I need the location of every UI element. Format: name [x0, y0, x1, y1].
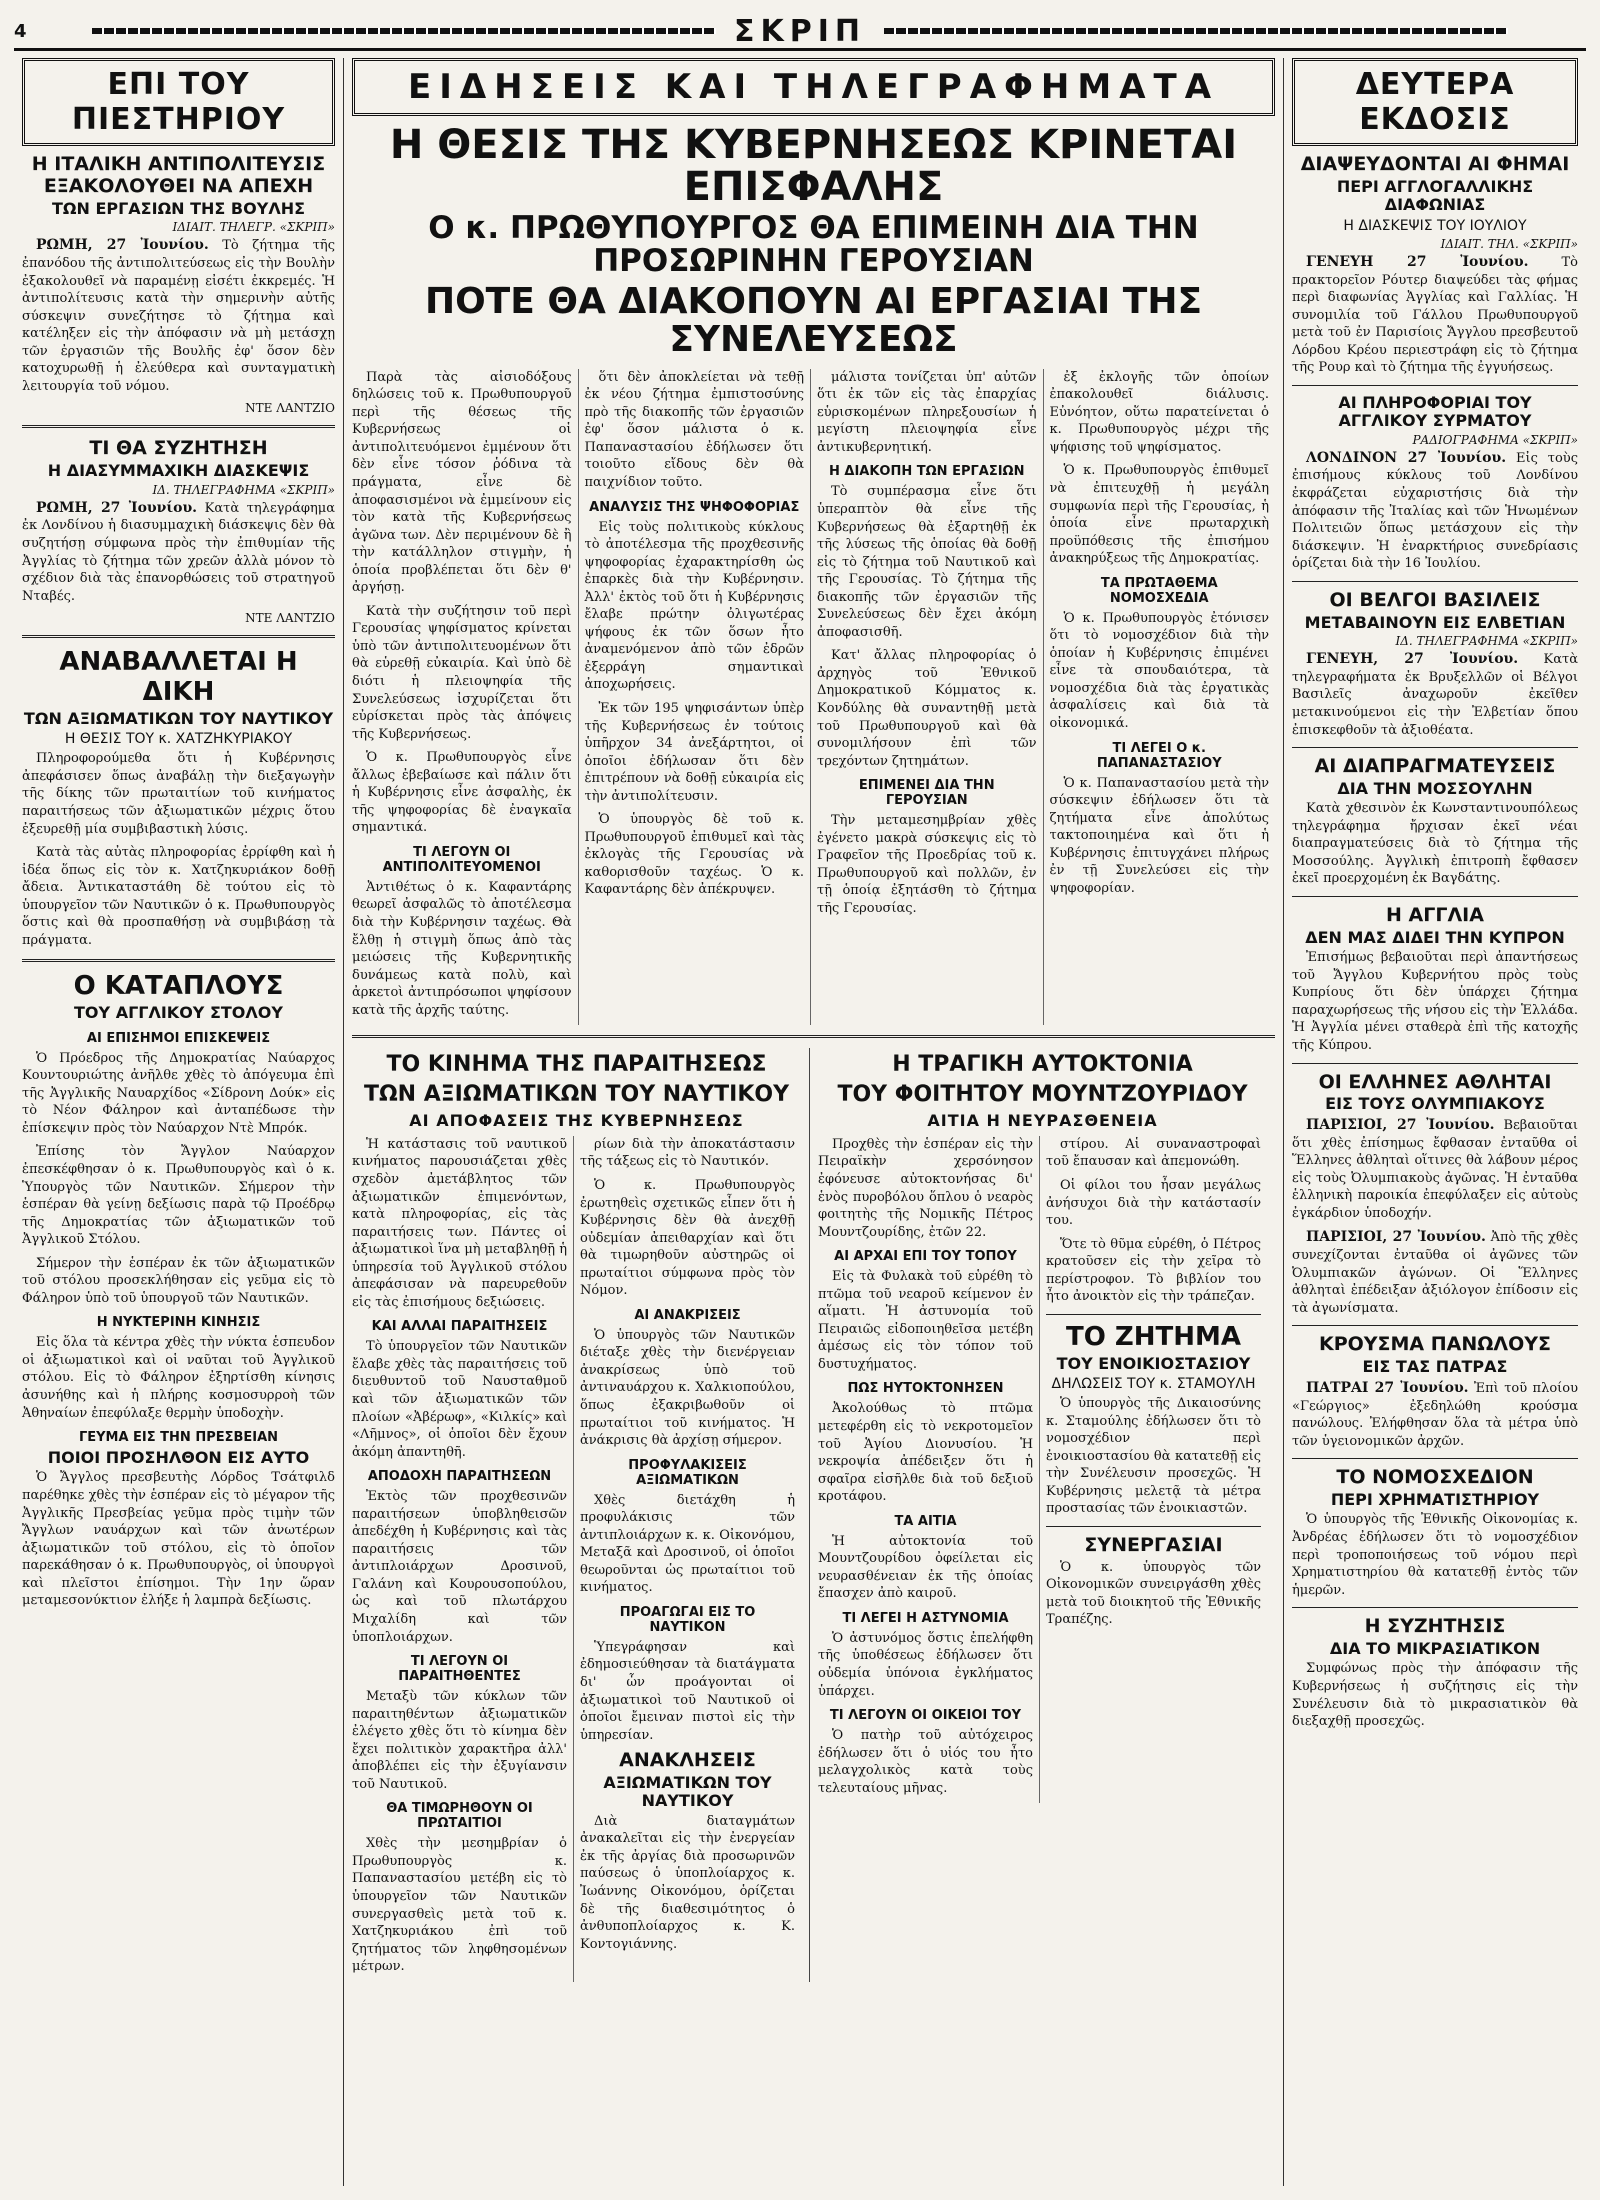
masthead: [14, 14, 1586, 51]
subheadline: ΠΟΙΟΙ ΠΡΟΣΗΛΘΟΝ ΕΙΣ ΑΥΤΟ: [47, 1448, 310, 1468]
article-text: [1292, 1116, 1578, 1223]
divider: [1292, 581, 1578, 582]
article-text: Ἀντιθέτως ὁ κ. Καφαντάρης θεωρεῖ ἀσφαλῶς τὸ ἀποτέλεσμα διὰ τὴν Κυβέρνησιν ταχέως. Θὰ ἔλθῃ ἡ στιγμὴ ὅπως ἀπὸ τὰς μειώσεις τῆς Κυβερνητικῆς δυνάμεως κατὰ πολὺ, καὶ ἀρκετοὶ ἀντιπρόσωποι ψηφίσουν κατὰ τῆς ἀρχῆς ταύτης.: [352, 879, 572, 1018]
article-text: Ἡ αὐτοκτονία τοῦ Μουντζουρίδου ὀφείλεται εἰς νευρασθένειαν ἐκ τῆς ὁποίας ἔπασχεν ἀπὸ καιροῦ.: [818, 1533, 1033, 1602]
article-text: [1292, 253, 1578, 377]
dateline: ΓΕΝΕΥΗ, 27 Ἰουνίου.: [1306, 650, 1519, 667]
credit: ΙΔΙΑΙΤ. ΤΗΛ. «ΣΚΡΙΠ»: [1440, 236, 1578, 251]
subheadline: ΤΟΥ ΑΓΓΛΙΚΟΥ ΣΤΟΛΟΥ: [74, 1003, 283, 1023]
divider: [1046, 1526, 1261, 1527]
lead-col-2: [579, 369, 812, 1026]
dateline: ΠΑΤΡΑΙ 27 Ἰουνίου.: [1306, 1379, 1469, 1396]
suicide-columns: [818, 1136, 1267, 1803]
section-heading: ΤΙ ΛΕΓΟΥΝ ΟΙ ΟΙΚΕΙΟΙ ΤΟΥ: [829, 1708, 1022, 1724]
dateline: ΓΕΝΕΥΗ 27 Ἰουνίου.: [1306, 253, 1529, 270]
columns: [14, 58, 1586, 2186]
article-text: Ἡ κατάστασις τοῦ ναυτικοῦ κινήματος παρουσιάζεται χθὲς σχεδὸν ἀμετάβλητος τῶν ἀξιωματικῶν ἐπιμενόντων, κατὰ πληροφορίας, εἰς τὰς παραιτήσεις των. Πάντες οἱ ἀξιωματικοὶ ἵνα μὴ μεταβληθῇ ἡ ὑπηρεσία τοῦ Ἀγγλικοῦ στόλου ἀπεφάσισαν νὰ παρευρεθοῦν εἰς τὰς ἐπισήμους δεξιώσεις.: [352, 1136, 567, 1310]
divider: [22, 959, 335, 962]
article-text: Ὁ Πρόεδρος τῆς Δημοκρατίας Ναύαρχος Κουντουριώτης ἀνῆλθε χθὲς τὸ ἀπόγευμα ἐπὶ τῆς Ἀγγλικῆς Ναυαρχίδος «Σίδρονη Δούκ» εἰς τὸ Νέον Φάληρον καὶ ἀνταπέδωσε τὴν ἐπίσκεψιν πρὸς τὸν Ναύαρχον Ντὲ Μπρόκ.: [22, 1050, 335, 1136]
right-column: [1284, 58, 1586, 2186]
article-text: Ὁ ὑπουργὸς δὲ τοῦ κ. Πρωθυπουργοῦ ἐπιθυμεῖ καὶ τὰς ἐκλογὰς τῆς Γερουσίας νὰ καθορισθοῦν ταχέως. Ὁ κ. Καφαντάρης δὲν ἀπέκρυψεν.: [584, 812, 804, 898]
divider: [1292, 747, 1578, 748]
article-naval-resignation: [352, 1048, 810, 1981]
article-text: στίρου. Αἱ συναναστροφαὶ τοῦ ἔπαυσαν καὶ ἀπεμονώθη.: [1046, 1136, 1261, 1170]
lead-headline: Η ΘΕΣΙΣ ΤΗΣ ΚΥΒΕΡΝΗΣΕΩΣ ΚΡΙΝΕΤΑΙ ΕΠΙΣΦΑΛΗΣ: [389, 122, 1238, 210]
lead-subheadline-2: ΠΟΤΕ ΘΑ ΔΙΑΚΟΠΟΥΝ ΑΙ ΕΡΓΑΣΙΑΙ ΤΗΣ ΣΥΝΕΛΕΥΣΕΩΣ: [424, 281, 1203, 360]
article-text: Ἐπίσης τὸν Ἄγγλον Ναύαρχον ἐπεσκέφθησαν ὁ κ. Πρωθυπουργὸς καὶ ὁ κ. Ὑπουργὸς τῶν Ναυτικῶν. Σήμερον τὴν ἑσπέραν θὰ γείνῃ δεξίωσις παρὰ τῷ Προέδρῳ τῆς Δημοκρατίας τῶν ἀξιωματικῶν τοῦ Ἀγγλικοῦ Στόλου.: [22, 1144, 335, 1248]
lead-col-1: [352, 369, 579, 1026]
article-text: [22, 499, 335, 606]
body: Τὸ πρακτορεῖον Ρόυτερ διαψεύδει τὰς φήμας περὶ διαφωνίας Ἀγγλίας καὶ Γαλλίας. Ἡ συνομιλία τοῦ Γάλλου Πρωθυπουργοῦ μετὰ τοῦ ἐν Παρισίοις Ἄγγλου πρεσβευτοῦ Λόρδου Κρέου περιεστράφη εἰς τὸ ζήτημα τῆς Ρουρ καὶ τὸ ζήτημα τῆς ἐγγυήσεως.: [1292, 254, 1578, 376]
headline: ΤΟ ΚΙΝΗΜΑ ΤΗΣ ΠΑΡΑΙΤΗΣΕΩΣ: [386, 1052, 767, 1078]
section-heading: ΑΠΟΔΟΧΗ ΠΑΡΑΙΤΗΣΕΩΝ: [367, 1469, 552, 1485]
headline: ΑΝΑΒΑΛΛΕΤΑΙ Η ΔΙΚΗ: [59, 647, 298, 708]
article-text: Ὁ ὑπουργὸς τῆς Δικαιοσύνης κ. Σταμούλης ἐδήλωσεν ὅτι τὸ νομοσχέδιον περὶ ἐνοικιοστασίου θὰ κατατεθῇ εἰς τὴν Συνέλευσιν προσεχῶς. Ἡ Κυβέρνησις μελετᾷ τὰ μέτρα προστασίας τῶν ἐνοικιαστῶν.: [1046, 1396, 1261, 1517]
subheadline: ΕΙΣ ΤΟΥΣ ΟΛΥΜΠΙΑΚΟΥΣ: [1325, 1094, 1545, 1114]
article-text: [1292, 1379, 1578, 1451]
article-text: Ἐκ τῶν 195 ψηφισάντων ὑπὲρ τῆς Κυβερνήσεως ἐν τούτοις ὑπῆρχον 34 ἀνεξάρτητοι, οἱ ὁποῖοι ἐδήλωσαν ὅτι δὲν ἐπιτρέπουν νὰ δοθῇ εὐκαιρία εἰς τὴν ἀντιπολίτευσιν.: [584, 700, 804, 804]
subheadline: ΔΕΝ ΜΑΣ ΔΙΔΕΙ ΤΗΝ ΚΥΠΡΟΝ: [1305, 927, 1565, 947]
lead-subheadline: Ο κ. ΠΡΩΘΥΠΟΥΡΓΟΣ ΘΑ ΕΠΙΜΕΙΝΗ ΔΙΑ ΤΗΝ ΠΡΟΣΩΡΙΝΗΝ ΓΕΡΟΥΣΙΑΝ: [428, 210, 1199, 279]
article-text: Κατὰ χθεσινὸν ἐκ Κωνσταντινουπόλεως τηλεγράφημα ἤρχισαν ἐκεῖ νέαι διαπραγματεύσεις διὰ τὸ ζήτημα τῆς Μοσσούλης. Ἀγγλικὴ ἐπιτροπὴ ἔφθασεν ἐκεῖ προερχομένη ἐκ Βαγδάτης.: [1292, 801, 1578, 887]
headline: ΑΙ ΠΛΗΡΟΦΟΡΙΑΙ ΤΟΥ ΑΓΓΛΙΚΟΥ ΣΥΡΜΑΤΟΥ: [1338, 392, 1532, 431]
subheadline: Η ΔΙΑΣΥΜΜΑΧΙΚΗ ΔΙΑΣΚΕΨΙΣ: [47, 461, 310, 481]
section-heading: ΤΙ ΛΕΓΕΙ Η ΑΣΤΥΝΟΜΙΑ: [842, 1610, 1009, 1626]
headline: Η ΣΥΖΗΤΗΣΙΣ: [1364, 1615, 1506, 1638]
article-naval-trial: [22, 648, 335, 949]
subheadline-2: Η ΘΕΣΙΣ ΤΟΥ κ. ΧΑΤΖΗΚΥΡΙΑΚΟΥ: [64, 731, 293, 748]
body: Κατὰ τηλεγράφημα ἐκ Λονδίνου ἡ διασυμμαχικὴ διάσκεψις δὲν θὰ συζητήσῃ σύμφωνα πρὸς τὴν ἐπιθυμίαν τῆς Ἀγγλίας τὸ ζήτημα τῶν χρεῶν ἀλλὰ μόνον τὸ σχέδιον διὰ τὰς ἐπανορθώσεις τοῦ στρατηγοῦ Νταβές.: [22, 500, 335, 604]
article-text: Εἰς τοὺς πολιτικοὺς κύκλους τὸ ἀποτέλεσμα τῆς προχθεσινῆς ψηφοφορίας ἐχαρακτηρίσθη ὡς ἐπαρκὲς διὰ τὴν Κυβέρνησιν. Ἀλλ' ἐκτὸς τοῦ ὅτι ἡ Κυβέρνησις ἔλαβε πρώτην ὀλιγωτέρας ψήφους ἐκ τῶν ὅσων ἦτο ἀναμενόμενον ἀπὸ τῶν ἐδρῶν ἐξερράγη σημαντικαὶ ἀποχωρήσεις.: [584, 519, 804, 693]
headline: ΟΙ ΕΛΛΗΝΕΣ ΑΘΛΗΤΑΙ: [1318, 1070, 1552, 1093]
signature: ΝΤΕ ΛΑΝΤΖΙΟ: [245, 611, 335, 626]
headline: ΔΙΑΨΕΥΔΟΝΤΑΙ ΑΙ ΦΗΜΑΙ: [1300, 153, 1570, 175]
subheadline: ΑΙ ΑΠΟΦΑΣΕΙΣ ΤΗΣ ΚΥΒΕΡΝΗΣΕΩΣ: [409, 1110, 744, 1130]
naval-columns: [352, 1136, 801, 1982]
article-plague: [1292, 1334, 1578, 1450]
headline-4: ΣΥΝΕΡΓΑΣΙΑΙ: [1084, 1533, 1223, 1556]
article-wire: [1292, 394, 1578, 573]
lead-col-3: [811, 369, 1044, 1026]
masthead-rule-right: [884, 28, 1508, 34]
section-heading: ΚΑΙ ΑΛΛΑΙ ΠΑΡΑΙΤΗΣΕΙΣ: [371, 1319, 548, 1335]
article-text: Προχθὲς τὴν ἑσπέραν εἰς τὴν Πειραϊκὴν χερσόνησον ἐφόνευσε αὐτοκτονήσας δι' ἑνὸς πυροβόλου ὅπλου ὁ νεαρὸς φοιτητὴς τῆς Νομικῆς Πέτρος Μουντζουρίδης, ἐτῶν 22.: [818, 1136, 1033, 1240]
signature: ΝΤΕ ΛΑΝΤΖΙΟ: [245, 401, 335, 416]
subheadline: ΤΩΝ ΑΞΙΩΜΑΤΙΚΩΝ ΤΟΥ ΝΑΥΤΙΚΟΥ: [23, 708, 334, 728]
article-text: Ὁ Ἄγγλος πρεσβευτὴς Λόρδος Τσάτφιλδ παρέθηκε χθὲς τὴν ἑσπέραν εἰς τὸ μέγαρον τῆς Ἀγγλικῆς Πρεσβείας γεῦμα πρὸς τιμὴν τῶν Ἄγγλων ναυάρχων καὶ τῶν ἀνωτέρων ἀξιωματικῶν τοῦ στόλου, εἰς τὸ ὁποῖον παρεκάθησαν ὁ κ. Πρωθυπουργὸς, οἱ ὑπουργοὶ καὶ πλεῖστοι ἐπίσημοι. Τὴν 1ην ὥραν μεταμεσονύκτιον ἐλήξε ἡ λαμπρὰ δεξίωσις.: [22, 1470, 335, 1609]
section-heading: Η ΔΙΑΚΟΠΗ ΤΩΝ ΕΡΓΑΣΙΩΝ: [828, 464, 1025, 480]
section-heading: ΓΕΥΜΑ ΕΙΣ ΤΗΝ ΠΡΕΣΒΕΙΑΝ: [78, 1430, 279, 1446]
article-belgian-kings: [1292, 590, 1578, 739]
dateline: ΛΟΝΔΙΝΟΝ 27 Ἰουνίου.: [1306, 449, 1507, 466]
divider: [22, 425, 335, 428]
divider: [1292, 1607, 1578, 1608]
section-heading: ΤΑ ΠΡΩΤΑΘΕΜΑ ΝΟΜΟΣΧΕΔΙΑ: [1100, 575, 1218, 606]
dateline: ΡΩΜΗ, 27 Ἰουνίου.: [36, 499, 198, 516]
article-text: Χθὲς διετάχθη ἡ προφυλάκισις τῶν ἀντιπλοιάρχων κ. κ. Οἰκονόμου, Μεταξᾶ καὶ Δροσινοῦ, οἱ ὁποῖοι θεωροῦνται ὡς πρωταίτιοι τοῦ κινήματος.: [580, 1492, 795, 1596]
divider: [1292, 1458, 1578, 1459]
article-conference: [22, 438, 335, 625]
article-text: ρίων διὰ τὴν ἀποκατάστασιν τῆς τάξεως εἰς τὸ Ναυτικόν.: [580, 1136, 795, 1170]
section-heading: ΤΙ ΛΕΓΟΥΝ ΟΙ ΠΑΡΑΙΤΗΘΕΝΤΕΣ: [398, 1654, 521, 1685]
article-text: [1292, 449, 1578, 573]
masthead-rule-left: [92, 28, 716, 34]
article-text: Ὁ ὑπουργὸς τῆς Ἐθνικῆς Οἰκονομίας κ. Ἀνδρέας ἐδήλωσεν ὅτι τὸ νομοσχέδιον περὶ τροποποιήσεως τοῦ νόμου περὶ Χρηματιστηρίου θὰ κατατεθῇ ἐντὸς τῶν ἡμερῶν.: [1292, 1512, 1578, 1598]
article-stock-exchange: [1292, 1467, 1578, 1599]
article-text: Ἐπισήμως βεβαιοῦται περὶ ἀπαντήσεως τοῦ Ἄγγλου Κυβερνήτου πρὸς τοὺς Κυπρίους ὅτι δὲν ὑπάρχει ζήτημα παραχωρήσεως τῆς νήσου εἰς τὴν Ἑλλάδα. Ἡ Ἀγγλία μένει σταθερὰ ἐπὶ τῆς κατοχῆς τῆς Κύπρου.: [1292, 950, 1578, 1053]
article-cyprus: [1292, 905, 1578, 1055]
headline-3: ΑΝΑΚΛΗΣΕΙΣ: [619, 1749, 756, 1772]
headline-3: ΤΟ ΖΗΤΗΜΑ: [1066, 1321, 1241, 1352]
article-text: Εἰς ὅλα τὰ κέντρα χθὲς τὴν νύκτα ἑσπευδον οἱ ἀξιωματικοὶ καὶ οἱ ναῦται τοῦ Ἀγγλικοῦ στόλου. Εἰς τὸ Φάληρον ἐξηρτίσθη κίνησις ἀσυνήθης καὶ ἡ πλήρης κοσμοσυρροὴ τῶν Ἀθηναίων ἐπεφύλαξε θερμὴν ὑποδοχὴν.: [22, 1335, 335, 1421]
subheadline-4: ΔΗΛΩΣΕΙΣ ΤΟΥ κ. ΣΤΑΜΟΥΛΗ: [1051, 1376, 1256, 1393]
subheadline-3: ΤΟΥ ΕΝΟΙΚΙΟΣΤΑΣΙΟΥ: [1056, 1353, 1251, 1373]
section-heading: ΕΠΙΜΕΝΕΙ ΔΙΑ ΤΗΝ ΓΕΡΟΥΣΙΑΝ: [858, 778, 995, 809]
article-denial: [1292, 154, 1578, 377]
article-text: Τὴν μεταμεσημβρίαν χθὲς ἐγένετο μακρὰ σύσκεψις εἰς τὸ Γραφεῖον τῆς Προεδρίας τοῦ κ. Πρωθυπουργοῦ καὶ πολλῶν, ἐν τῇ ὁποίᾳ ἐξητάσθη τὸ ζήτημα τῆς Γερουσίας.: [817, 813, 1037, 916]
article-text: Ὁ ὑπουργὸς τῶν Ναυτικῶν διέταξε χθὲς τὴν διενέργειαν ἀνακρίσεως ὑπὸ τοῦ ἀντιναυάρχου κ. Χαλκιοπούλου, ὅπως ἐξακριβωθοῦν οἱ πρωταίτιοι τοῦ κινήματος. Ἡ ἀνάκρισις θὰ ἀρχίσῃ σήμερον.: [580, 1327, 795, 1449]
body: Εἰς τοὺς ἐπισήμους κύκλους τοῦ Λονδίνου ἐκφράζεται εὐχαριστήσις διὰ τὴν ἀπόφασιν τῆς Ἰταλίας καὶ τῶν Ἡνωμένων Πολιτειῶν ὅπως μετάσχουν εἰς τὴν διάσκεψιν. Ἡ ἐναρκτήριος συνεδρίασις ὁρίζεται διὰ τὴν 16 Ἰουλίου.: [1292, 450, 1578, 572]
headline: Η ΑΓΓΛΙΑ: [1386, 904, 1484, 927]
article-text: Διὰ διαταγμάτων ἀνακαλεῖται εἰς τὴν ἐνεργείαν ἐκ τῆς ἀργίας διὰ προσωρινῶν παύσεως ὁ ὑποπλοίαρχος κ. Ἰωάννης Οἰκονόμου, ὁρίζεται δὲ τῆς διαθεσιμότητος ὁ ἀνθυποπλοίαρχος κ. Κ. Κοντογιάννης.: [580, 1813, 795, 1952]
divider: [1292, 385, 1578, 386]
article-asia-minor: [1292, 1616, 1578, 1730]
article-text: Τὸ ὑπουργεῖον τῶν Ναυτικῶν ἔλαβε χθὲς τὰς παραιτήσεις τοῦ διευθυντοῦ τοῦ Ναυσταθμοῦ καὶ τῶν ἀξιωματικῶν τῶν πλοίων «Ἀβέρωφ», «Κιλκίς» καὶ «Λῆμνος», οἱ ὁποῖοι δὲν ἔχουν ἀκόμη ἀπαντηθῆ.: [352, 1339, 567, 1460]
section-heading: ΤΙ ΛΕΓΟΥΝ ΟΙ ΑΝΤΙΠΟΛΙΤΕΥΟΜΕΝΟΙ: [382, 844, 541, 875]
article-text: Τὸ συμπέρασμα εἶνε ὅτι ὑπεραπτὸν θὰ εἶνε τῆς Κυβερνήσεως θὰ ἐξαρτηθῇ ἐκ τῆς λύσεως τῆς ὁποίας θὰ δοθῇ εἰς τὸ ζήτημα τοῦ Ναυτικοῦ καὶ τῆς Γερουσίας. Τὸ ζήτημα τῆς διακοπῆς τῶν ἐργασιῶν τῆς Συνελεύσεως δὲν ἔχει ἀκόμη ἀποφασισθῆ.: [817, 484, 1037, 640]
suicide-col-1: [818, 1136, 1040, 1803]
left-banner: ΕΠΙ ΤΟΥ ΠΙΕΣΤΗΡΙΟΥ: [22, 58, 335, 146]
credit: ΙΔ. ΤΗΛΕΓΡΑΦΗΜΑ «ΣΚΡΙΠ»: [1395, 633, 1578, 648]
article-text: Πληροφορούμεθα ὅτι ἡ Κυβέρνησις ἀπεφάσισεν ὅπως ἀναβάλῃ τὴν διεξαγωγὴν τῆς δίκης τῶν πρωταιτίων τοῦ κινήματος παραιτήσεως τῶν ἀξιωματικῶν μέχρις ὅτου ἐξευρεθῇ μία συμβιβαστικὴ λύσις.: [22, 751, 335, 837]
article-text: Ὁ κ. Πρωθυπουργὸς ἐρωτηθεὶς σχετικῶς εἶπεν ὅτι ἡ Κυβέρνησις δὲν θὰ ἀνεχθῇ οὐδεμίαν ἀπειθαρχίαν καὶ ὅτι θὰ τιμωρηθοῦν αὐστηρῶς οἱ πρωταίτιοι σύμφωνα πρὸς τὸν Νόμον.: [580, 1177, 795, 1299]
dateline: ΡΩΜΗ, 27 Ἰουνίου.: [36, 237, 209, 254]
subheadline: ΔΙΑ ΤΗΝ ΜΟΣΣΟΥΛΗΝ: [1337, 778, 1533, 798]
section-heading: ΑΝΑΛΥΣΙΣ ΤΗΣ ΨΗΦΟΦΟΡΙΑΣ: [589, 499, 800, 515]
subheadline-3: ΑΞΙΩΜΑΤΙΚΩΝ ΤΟΥ ΝΑΥΤΙΚΟΥ: [603, 1773, 772, 1811]
center-column: [344, 58, 1284, 2186]
article-text: Ἐκτὸς τῶν προχθεσινῶν παραιτήσεων ὑποβληθεισῶν ἀπεδέχθη ἡ Κυβέρνησις καὶ τὰς παραιτήσεις τῶν ἀντιπλοιάρχων Δροσινοῦ, Γαλάνη καὶ Κουρουσοπούλου, ὡς καὶ τοῦ πλωτάρχου Μιχαλίδη καὶ τῶν ὑποπλοιάρχων.: [352, 1489, 567, 1645]
article-text: Ὁ κ. Παπαναστασίου μετὰ τὴν σύσκεψιν ἐδήλωσεν ὅτι τὰ ζητήματα εἶνε ἀπολύτως τακτοποιημένα καὶ ὅτι ἡ Κυβέρνησις ἐπιτυγχάνει πλήρως ἐν τῇ Συνελεύσει εἰς τὴν ψηφοφορίαν.: [1049, 775, 1269, 896]
body: Ἐπὶ τοῦ πλοίου «Γεώργιος» ἐξεδηλώθη κρούσμα πανώλους. Ἐλήφθησαν ὅλα τὰ μέτρα ὑπὸ τῶν ὑγειονομικῶν ἀρχῶν.: [1292, 1380, 1578, 1449]
section-heading: ΤΑ ΑΙΤΙΑ: [894, 1513, 957, 1529]
subheadline: ΑΙΤΙΑ Η ΝΕΥΡΑΣΘΕΝΕΙΑ: [927, 1110, 1158, 1130]
article-text: Ἀκολούθως τὸ πτῶμα μετεφέρθη εἰς τὸ νεκροτομεῖον τοῦ Ἁγίου Διονυσίου. Ἡ νεκροψία ἀπέδειξεν ὅτι ἡ σφαῖρα εἰσῆλθε διὰ τοῦ δεξιοῦ κροτάφου.: [818, 1401, 1033, 1505]
section-heading: ΑΙ ΑΡΧΑΙ ΕΠΙ ΤΟΥ ΤΟΠΟΥ: [834, 1249, 1017, 1265]
article-text: Κατὰ τὴν συζήτησιν τοῦ περὶ Γερουσίας ψηφίσματος κρίνεται ὑπὸ τῶν ἀντιπολιτευομένων ὅτι θὰ εὑρεθῇ εὐκαιρία. Καὶ ὑπὸ δὲ διότι ἡ πλειοψηφία τῆς Συνελεύσεως ἰσχυρίζεται ὅτι εὐρίσκεται πρὸς τὰς ἀπόψεις τῆς Κυβερνήσεως.: [352, 603, 572, 742]
lead-col-4: [1044, 369, 1276, 1026]
article-text: Κατὰ τὰς αὐτὰς πληροφορίας ἐρρίφθη καὶ ἡ ἰδέα ὅπως εἰς τὸν κ. Χατζηκυριάκον δοθῇ ἄδεια. Ἀντικαταστάθη δὲ τούτου εἰς τὸ ὑπουργεῖον τῶν Ναυτικῶν ὁ κ. Πρωθυπουργὸς ὅστις καὶ θὰ προσπαθήσῃ νὰ συμβιβάσῃ τὰ πράγματα.: [22, 845, 335, 948]
page-number: 4: [14, 20, 27, 42]
article-text: Συμφώνως πρὸς τὴν ἀπόφασιν τῆς Κυβερνήσεως ἡ συζήτησις εἰς τὴν Συνέλευσιν διὰ τὸ μικρασιατικὸν θὰ διεξαχθῇ προσεχῶς.: [1292, 1661, 1578, 1730]
subheadline: ΔΙΑ ΤΟ ΜΙΚΡΑΣΙΑΤΙΚΟΝ: [1329, 1639, 1541, 1659]
article-mosul: [1292, 756, 1578, 888]
credit: ΙΔ. ΤΗΛΕΓΡΑΦΗΜΑ «ΣΚΡΙΠ»: [152, 482, 335, 497]
headline: ΟΙ ΒΕΛΓΟΙ ΒΑΣΙΛΕΙΣ: [1329, 588, 1541, 611]
body: Κατὰ τηλεγραφήματα ἐκ Βρυξελλῶν οἱ Βέλγοι Βασιλεῖς ἀναχωροῦν ἐκεῖθεν μετακινούμενοι εἰς τὴν Ἐλβετίαν ὅπου ἐπισκεφθοῦν τὰ ἀξιοθέατα.: [1292, 651, 1578, 738]
right-banner: ΔΕΥΤΕΡΑ ΕΚΔΟΣΙΣ: [1292, 58, 1578, 146]
divider: [1292, 1063, 1578, 1064]
dateline: ΠΑΡΙΣΙΟΙ, 27 Ἰουνίου.: [1306, 1116, 1495, 1133]
article-text: Χθὲς τὴν μεσημβρίαν ὁ Πρωθυπουργὸς κ. Παπαναστασίου μετέβη εἰς τὸ ὑπουργεῖον τῶν Ναυτικῶν συνεργασθεὶς μετὰ τοῦ κ. Χατζηκυριάκου ἐπὶ τοῦ ζητήματος τῶν ληφθησομένων μέτρων.: [352, 1836, 567, 1975]
divider: [1292, 896, 1578, 897]
article-olympics: [1292, 1072, 1578, 1318]
subheadline-2: Η ΔΙΑΣΚΕΨΙΣ ΤΟΥ ΙΟΥΛΙΟΥ: [1343, 217, 1527, 234]
article-text: ἐξ ἐκλογῆς τῶν ὁποίων ἐπακολουθεῖ διάλυσις. Εὐνόητον, οὕτω παρατείνεται ὁ κ. Πρωθυπουργὸς μέχρι τῆς ψήφισης τοῦ ψηφίσματος.: [1049, 369, 1269, 455]
article-text: ὅτι δὲν ἀποκλείεται νὰ τεθῇ ἐκ νέου ζήτημα ἐμπιστοσύνης πρὸ τῆς διακοπῆς τῶν ἐργασιῶν ἐφ' ὅσον μάλιστα ὁ κ. Παπαναστασίου ἐδήλωσεν ὅτι τοιοῦτο εἴδους δὲν θὰ παιχνίδιον τοῦτο.: [584, 369, 804, 490]
naval-col-1: [352, 1136, 574, 1982]
article-text: Οἱ φίλοι του ἦσαν μεγάλως ἀνήσυχοι διὰ τὴν κατάστασίν του.: [1046, 1177, 1261, 1229]
article-text: [1292, 1228, 1578, 1317]
article-text: Ὁ κ. Πρωθυπουργὸς ἐτόνισεν ὅτι τὸ νομοσχέδιον διὰ τὴν ὁποίαν ἡ Κυβέρνησις ἐπιμένει εἶνε τὰ σπουδαιότερα, τὰ νομοσχέδια διὰ τὰς ἐργατικὰς ἀσφαλίσεις καὶ διὰ τὰ οἰκονομικά.: [1049, 610, 1269, 731]
article-text: [1292, 650, 1578, 739]
section-heading: ΠΩΣ ΗΥΤΟΚΤΟΝΗΣΕΝ: [847, 1381, 1004, 1397]
article-text: [22, 236, 335, 395]
article-text: Ὁ ἀστυνόμος ὅστις ἐπελήφθη τῆς ὑποθέσεως ἐδήλωσεν ὅτι οὐδεμία ὑπόνοια ἐγκλήματος ὑπάρχει.: [818, 1630, 1033, 1699]
headline-2: ΤΩΝ ΑΞΙΩΜΑΤΙΚΩΝ ΤΟΥ ΝΑΥΤΙΚΟΥ: [363, 1081, 790, 1107]
article-text: Μεταξὺ τῶν κύκλων τῶν παραιτηθέντων ἀξιωματικῶν ἐλέγετο χθὲς ὅτι τὸ κίνημα δὲν ἔχει πολιτικὸν χαρακτῆρα ἀλλ' ἀποβλέπει εἰς τὴν ἐξυγίανσιν τοῦ Ναυτικοῦ.: [352, 1689, 567, 1792]
newspaper-name: ΣΚΡΙΠ: [734, 13, 866, 49]
section-heading: ΠΡΟΑΓΩΓΑΙ ΕΙΣ ΤΟ ΝΑΥΤΙΚΟΝ: [619, 1604, 756, 1635]
article-text: μάλιστα τονίζεται ὑπ' αὐτῶν ὅτι ἐκ τῶν εἰς τὰς ἐπαρχίας εὑρισκομένων πληρεξουσίων ἡ μεγίστη πλειοψηφία εἶνε ἀντικυβερνητική.: [817, 369, 1037, 455]
article-text: Σήμερον τὴν ἑσπέραν ἐκ τῶν ἀξιωματικῶν τοῦ στόλου προσεκλήθησαν εἰς γεῦμα εἰς τὸ Φάληρον ὑπὸ τοῦ ὑπουργοῦ τῶν Ναυτικῶν.: [22, 1255, 335, 1306]
subheadline: ΤΩΝ ΕΡΓΑΣΙΩΝ ΤΗΣ ΒΟΥΛΗΣ: [51, 198, 306, 218]
center-lower: [352, 1048, 1275, 1981]
dateline: ΠΑΡΙΣΙΟΙ, 27 Ἰουνίου.: [1306, 1229, 1486, 1246]
body: Ἀπὸ τῆς χθὲς συνεχίζονται ἐνταῦθα οἱ ἀγῶνες τῶν Ὀλυμπιακῶν ἀγώνων. Οἱ Ἕλληνες ἀθληταὶ ἐπέδειξαν ἀξιόλογον ἐπίδοσιν εἰς τὰ ἀγωνίσματα.: [1292, 1230, 1579, 1316]
subheadline: ΠΕΡΙ ΑΓΓΛΟΓΑΛΛΙΚΗΣ ΔΙΑΦΩΝΙΑΣ: [1336, 176, 1534, 215]
divider: [352, 1035, 1275, 1038]
article-text: Ὁ κ. ὑπουργὸς τῶν Οἰκονομικῶν συνειργάσθη χθὲς μετὰ τοῦ διοικητοῦ τῆς Ἐθνικῆς Τραπέζης.: [1046, 1559, 1261, 1628]
section-heading: ΑΙ ΑΝΑΚΡΙΣΕΙΣ: [634, 1307, 741, 1323]
section-heading: ΑΙ ΕΠΙΣΗΜΟΙ ΕΠΙΣΚΕΨΕΙΣ: [86, 1030, 271, 1046]
subheadline: ΕΙΣ ΤΑΣ ΠΑΤΡΑΣ: [1362, 1357, 1508, 1377]
article-english-fleet: [22, 972, 335, 1609]
headline: ΚΡΟΥΣΜΑ ΠΑΝΩΛΟΥΣ: [1318, 1333, 1552, 1356]
article-text: Ὑπεγράφησαν καὶ ἐδημοσιεύθησαν τὰ διατάγματα δι' ὧν προάγονται οἱ ἀξιωματικοὶ τοῦ Ναυτικοῦ οἱ ὁποῖοι ἔμειναν πιστοὶ εἰς τὴν ὑπηρεσίαν.: [580, 1639, 795, 1743]
lead-columns: [352, 369, 1275, 1026]
subheadline: ΠΕΡΙ ΧΡΗΜΑΤΙΣΤΗΡΙΟΥ: [1330, 1490, 1540, 1510]
headline: Η ΙΤΑΛΙΚΗ ΑΝΤΙΠΟΛΙΤΕΥΣΙΣ ΕΞΑΚΟΛΟΥΘΕΙ ΝΑ ΑΠΕΧΗ: [31, 153, 326, 197]
article-text: Εἰς τὰ Φυλακὰ τοῦ εὑρέθη τὸ πτῶμα τοῦ νεαροῦ κείμενον ἐν αἵματι. Ἡ ἀστυνομία τοῦ Πειραιῶς εἰδοποιηθεῖσα μετέβη ἀμέσως εἰς τὸν τόπον τοῦ δυστυχήματος.: [818, 1269, 1033, 1372]
lead-story: [352, 124, 1275, 1025]
subheadline: ΜΕΤΑΒΑΙΝΟΥΝ ΕΙΣ ΕΛΒΕΤΙΑΝ: [1304, 612, 1566, 632]
section-heading: ΠΡΟΦΥΛΑΚΙΣΕΙΣ ΑΞΙΩΜΑΤΙΚΩΝ: [628, 1457, 747, 1488]
article-text: Κατ' ἄλλας πληροφορίας ὁ ἀρχηγὸς τοῦ Ἐθνικοῦ Δημοκρατικοῦ Κόμματος κ. Κονδύλης θὰ συναντηθῇ μετὰ τοῦ Πρωθυπουργοῦ καὶ θὰ συνομιλήσουν ἐπὶ τῶν τρεχόντων ζητημάτων.: [817, 648, 1037, 769]
headline: Η ΤΡΑΓΙΚΗ ΑΥΤΟΚΤΟΝΙΑ: [892, 1052, 1193, 1078]
article-text: Παρὰ τὰς αἰσιοδόξους δηλώσεις τοῦ κ. Πρωθυπουργοῦ περὶ τῆς θέσεως τῆς Κυβερνήσεως οἱ ἀντιπολιτευόμενοι ἐμμένουν ὅτι δὲν εἶνε τόσον ῥόδινα τὰ πράγματα, εἶνε δὲ ἀποφασισμένοι νὰ ἐμμείνουν εἰς τὸν κατὰ τῆς Κυβερνήσεως ἀγῶνα των. Δὲν περιμένουν δὲ ἢ τὴν κατάλληλον στιγμὴν, ἡ ὁποία προβλέπεται ὅτι δὲν θ' ἀργήσῃ.: [352, 369, 572, 596]
section-heading: ΘΑ ΤΙΜΩΡΗΘΟΥΝ ΟΙ ΠΡΩΤΑΙΤΙΟΙ: [386, 1801, 533, 1832]
divider: [1292, 1325, 1578, 1326]
article-italian-opposition: [22, 154, 335, 415]
divider: [1046, 1314, 1261, 1315]
credit: ΡΑΔΙΟΓΡΑΦΗΜΑ «ΣΚΡΙΠ»: [1412, 432, 1578, 447]
naval-col-2: [574, 1136, 801, 1982]
article-text: Ὁ κ. Πρωθυπουργὸς εἶνε ἄλλως ἐβεβαίωσε καὶ πάλιν ὅτι ἡ Κυβέρνησις εἶνε ἀσφαλὴς, ἐκ τῆς ψηφοφορίας δὲ ἐναγκαῖα σημαντικά.: [352, 750, 572, 836]
article-text: Ὁ κ. Πρωθυπουργὸς ἐπιθυμεῖ νὰ ἐπιτευχθῇ ἡ μεγάλη συμφωνία περὶ τῆς Γερουσίας, ἡ ὁποία εἶνε πρωταρχικὴ προϋπόθεσις τῆς ἐπισήμου ἀνακηρύξεως τῆς Δημοκρατίας.: [1049, 463, 1269, 567]
suicide-col-2: [1040, 1136, 1267, 1803]
body: Τὸ ζήτημα τῆς ἐπανόδου τῆς ἀντιπολιτεύσεως εἰς τὴν Βουλὴν ἐξακολουθεῖ νὰ παραμένῃ εἰσέτι ἐκκρεμές. Ἡ ἀντιπολίτευσις κατὰ τὴν σημερινὴν αὐτῆς σύσκεψιν συνεζήτησε τὸ ζήτημα καὶ κατέληξεν εἰς τὴν ἀπόφασιν νὰ μὴ μετάσχῃ τῶν ἐργασιῶν τῆς Βουλῆς ἐφ' ὅσον δὲν κατοχυρωθῇ ἡ ἐλεύθερα καὶ συνταγματικὴ λειτουργία τοῦ νόμου.: [22, 238, 335, 394]
section-heading: ΤΙ ΛΕΓΕΙ Ο κ. ΠΑΠΑΝΑΣΤΑΣΙΟΥ: [1096, 740, 1222, 771]
divider: [22, 635, 335, 638]
left-column: [14, 58, 344, 2186]
body: Βεβαιοῦται ὅτι χθὲς ἐπίσημως ἔφθασαν ἐνταῦθα οἱ Ἕλληνες ἀθληταὶ οἵτινες θὰ λάβουν μέρος εἰς τοὺς Ὀλυμπιακοὺς ἀγῶνας. Ἡ ἐνταῦθα ἑλληνικὴ παροικία ἐπεφύλαξεν εἰς αὐτοὺς ἐγκάρδιον ὑποδοχήν.: [1292, 1117, 1578, 1221]
headline-2: ΤΟΥ ΦΟΙΤΗΤΟΥ ΜΟΥΝΤΖΟΥΡΙΔΟΥ: [837, 1081, 1248, 1107]
credit: ΙΔΙΑΙΤ. ΤΗΛΕΓΡ. «ΣΚΡΙΠ»: [172, 220, 335, 235]
headline: ΤΙ ΘΑ ΣΥΖΗΤΗΣΗ: [89, 437, 268, 460]
center-banner: ΕΙΔΗΣΕΙΣ ΚΑΙ ΤΗΛΕΓΡΑΦΗΜΑΤΑ: [352, 58, 1275, 116]
headline: ΤΟ ΝΟΜΟΣΧΕΔΙΟΝ: [1336, 1466, 1534, 1489]
article-text: Ὅτε τὸ θῦμα εὑρέθη, ὁ Πέτρος κρατοῦσεν εἰς τὴν χεῖρα τὸ περίστροφον. Τὸ βιβλίον του ἦτο ἀνοικτὸν εἰς τὴν τράπεζαν.: [1046, 1236, 1261, 1305]
article-text: Ὁ πατὴρ τοῦ αὐτόχειρος ἐδήλωσεν ὅτι ὁ υἱός του ἦτο μελαγχολικὸς κατὰ τοὺς τελευταίους μῆνας.: [818, 1728, 1033, 1796]
section-heading: Η ΝΥΚΤΕΡΙΝΗ ΚΙΝΗΣΙΣ: [96, 1315, 261, 1331]
headline: ΑΙ ΔΙΑΠΡΑΓΜΑΤΕΥΣΕΙΣ: [1314, 755, 1556, 778]
headline: Ο ΚΑΤΑΠΛΟΥΣ: [73, 971, 284, 1002]
article-student-suicide: [810, 1048, 1275, 1981]
